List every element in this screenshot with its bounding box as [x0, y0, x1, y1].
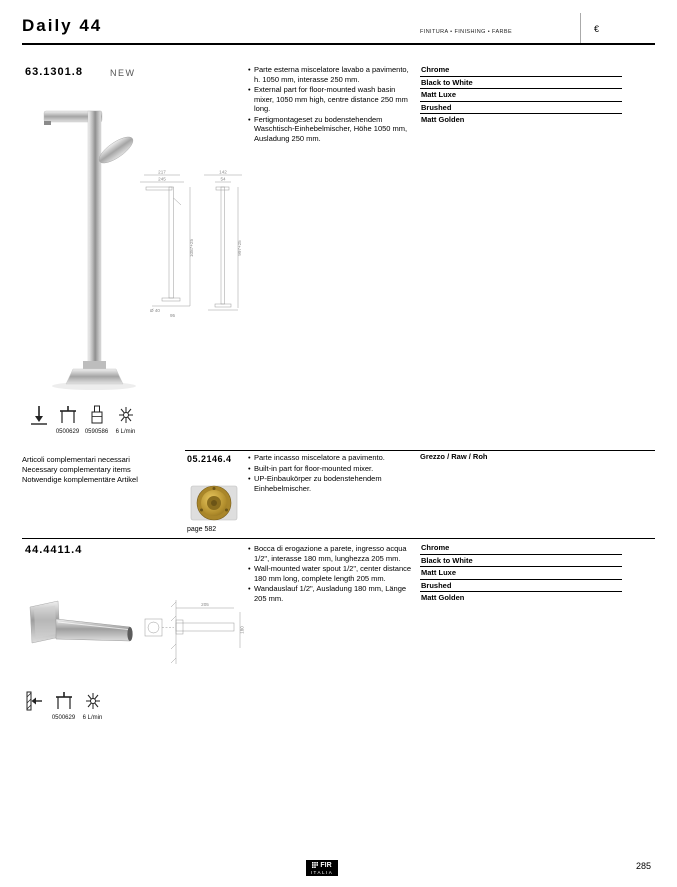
product-description: [248, 65, 414, 144]
currency-symbol: €: [594, 24, 600, 34]
svg-text:180: 180: [239, 626, 245, 634]
feature-icons-row: [24, 404, 140, 435]
note-line: Articoli complementari necessari: [22, 455, 130, 464]
page-title: Daily 44: [22, 16, 103, 35]
finish-row: [420, 89, 622, 102]
note-line: Notwendige komplementäre Artikel: [22, 475, 138, 485]
feature-icons-row: [20, 690, 107, 721]
finish-label: Matt Golden: [421, 115, 465, 124]
icon-cell: [111, 404, 140, 435]
icon-cell: [20, 690, 49, 721]
icon-cell: [78, 690, 107, 721]
description-line: [248, 65, 414, 84]
finish-label: Matt Luxe: [421, 90, 457, 99]
finish-row: [420, 77, 622, 90]
mount-bracket-icon: [54, 690, 74, 712]
finish-row: [420, 114, 622, 127]
icon-code: 0500629: [51, 715, 76, 721]
wall-mount-arrow-icon: [25, 690, 45, 712]
svg-text:217: 217: [158, 169, 166, 175]
cartridge-icon: [87, 404, 107, 426]
finish-row: [420, 102, 622, 115]
icon-code: 0590586: [84, 429, 109, 435]
description-text: UP-Einbaukörper zu bodenstehendem Einhebelmischer.: [254, 474, 382, 493]
finish-row: [420, 580, 622, 593]
icon-cell: [53, 404, 82, 435]
product-photo-floor-mixer: [28, 95, 148, 392]
finish-label: Black to White: [421, 77, 473, 87]
description-line: [248, 544, 414, 563]
section-rule: [22, 538, 655, 539]
mount-bracket-icon: [58, 404, 78, 426]
finish-row: [420, 542, 622, 555]
description-text: Built-in part for floor-mounted mixer.: [254, 463, 374, 473]
icon-cell: [24, 404, 53, 435]
svg-text:245: 245: [158, 176, 166, 182]
tech-drawing-floor-mixer: [138, 168, 250, 320]
description-line: [248, 464, 414, 474]
page-number: 285: [636, 861, 652, 871]
aerator-icon: [116, 404, 136, 426]
description-line: [248, 474, 414, 493]
product-description: [248, 453, 414, 494]
description-line: [248, 564, 414, 583]
finish-row: [420, 64, 622, 77]
finish-label: Chrome: [421, 65, 450, 74]
svg-text:Ø 40: Ø 40: [150, 308, 160, 313]
finish-label: Black to White: [421, 555, 473, 565]
product-code: 44.4411.4: [25, 544, 83, 556]
description-text: Bocca di erogazione a parete, ingresso acqua 1/2", interasse 180 mm, lunghezza 205 mm.: [254, 544, 407, 563]
product-description: [248, 544, 414, 604]
finish-row: [420, 567, 622, 580]
description-text: External part for floor-mounted wash basin mixer, 1050 mm high, centre distance 250 mm long.: [254, 85, 408, 114]
icon-cell: [49, 690, 78, 721]
description-text: Parte esterna miscelatore lavabo a pavimento, h. 1050 mm, interasse 250 mm.: [254, 65, 409, 84]
finish-label: Brushed: [421, 102, 452, 112]
logo-grid-icon: [312, 862, 318, 868]
description-line: [248, 453, 414, 463]
page-reference: page 582: [187, 526, 217, 533]
finishes-list: [420, 542, 622, 605]
new-badge: NEW: [110, 68, 136, 78]
icon-cell: [82, 404, 111, 435]
finish-row: [420, 592, 622, 605]
svg-text:205: 205: [201, 602, 209, 607]
brand-country: ITALIA: [306, 870, 338, 876]
product-code: 63.1301.8: [25, 66, 83, 78]
svg-text:1087+25: 1087+25: [189, 238, 194, 258]
floor-mount-arrow-icon: [29, 404, 49, 426]
finishes-list: [420, 64, 622, 127]
finish-column-header: FINITURA • FINISHING • FARBE: [420, 29, 513, 35]
icon-code: 6 L/min: [82, 715, 103, 721]
svg-text:95: 95: [170, 313, 176, 318]
svg-text:997+25: 997+25: [237, 240, 242, 256]
brand-name: FIR: [320, 861, 332, 869]
brand-logo: [306, 860, 338, 876]
finish-label: Matt Luxe: [421, 568, 457, 577]
finish-label: Brushed: [421, 580, 452, 590]
description-text: Fertigmontageset zu bodenstehendem Waschtisch-Einhebelmischer, Höhe 1050 mm, Ausladung 250 mm.: [254, 114, 408, 143]
description-line: [248, 85, 414, 114]
finish-label: Chrome: [421, 543, 450, 552]
description-text: Wandauslauf 1/2", Ausladung 180 mm, Länge 205 mm.: [254, 584, 407, 603]
icon-code: 0500629: [55, 429, 80, 435]
description-line: [248, 115, 414, 144]
note-line: Necessary complementary items: [22, 465, 131, 475]
finish-label: Matt Golden: [421, 593, 465, 602]
brand-logo-top: [306, 860, 338, 870]
section-rule: [185, 450, 655, 451]
svg-text:54: 54: [220, 176, 226, 182]
product-photo-built-in-part: [188, 477, 240, 524]
aerator-icon: [83, 690, 103, 712]
icon-code: 6 L/min: [115, 429, 136, 435]
finish-row: [420, 555, 622, 568]
tech-drawing-wall-spout: [140, 592, 246, 674]
description-text: Parte incasso miscelatore a pavimento.: [254, 453, 385, 462]
description-line: [248, 584, 414, 603]
complementary-note: [22, 455, 138, 485]
header-divider: [580, 13, 581, 43]
product-photo-wall-spout: [24, 597, 140, 669]
svg-text:142: 142: [219, 169, 227, 175]
header-rule: [22, 43, 655, 45]
description-text: Wall-mounted water spout 1/2", center distance 180 mm long, complete length 205 mm.: [254, 564, 412, 583]
finish-label: Grezzo / Raw / Roh: [420, 452, 488, 461]
product-code: 05.2146.4: [187, 454, 232, 464]
